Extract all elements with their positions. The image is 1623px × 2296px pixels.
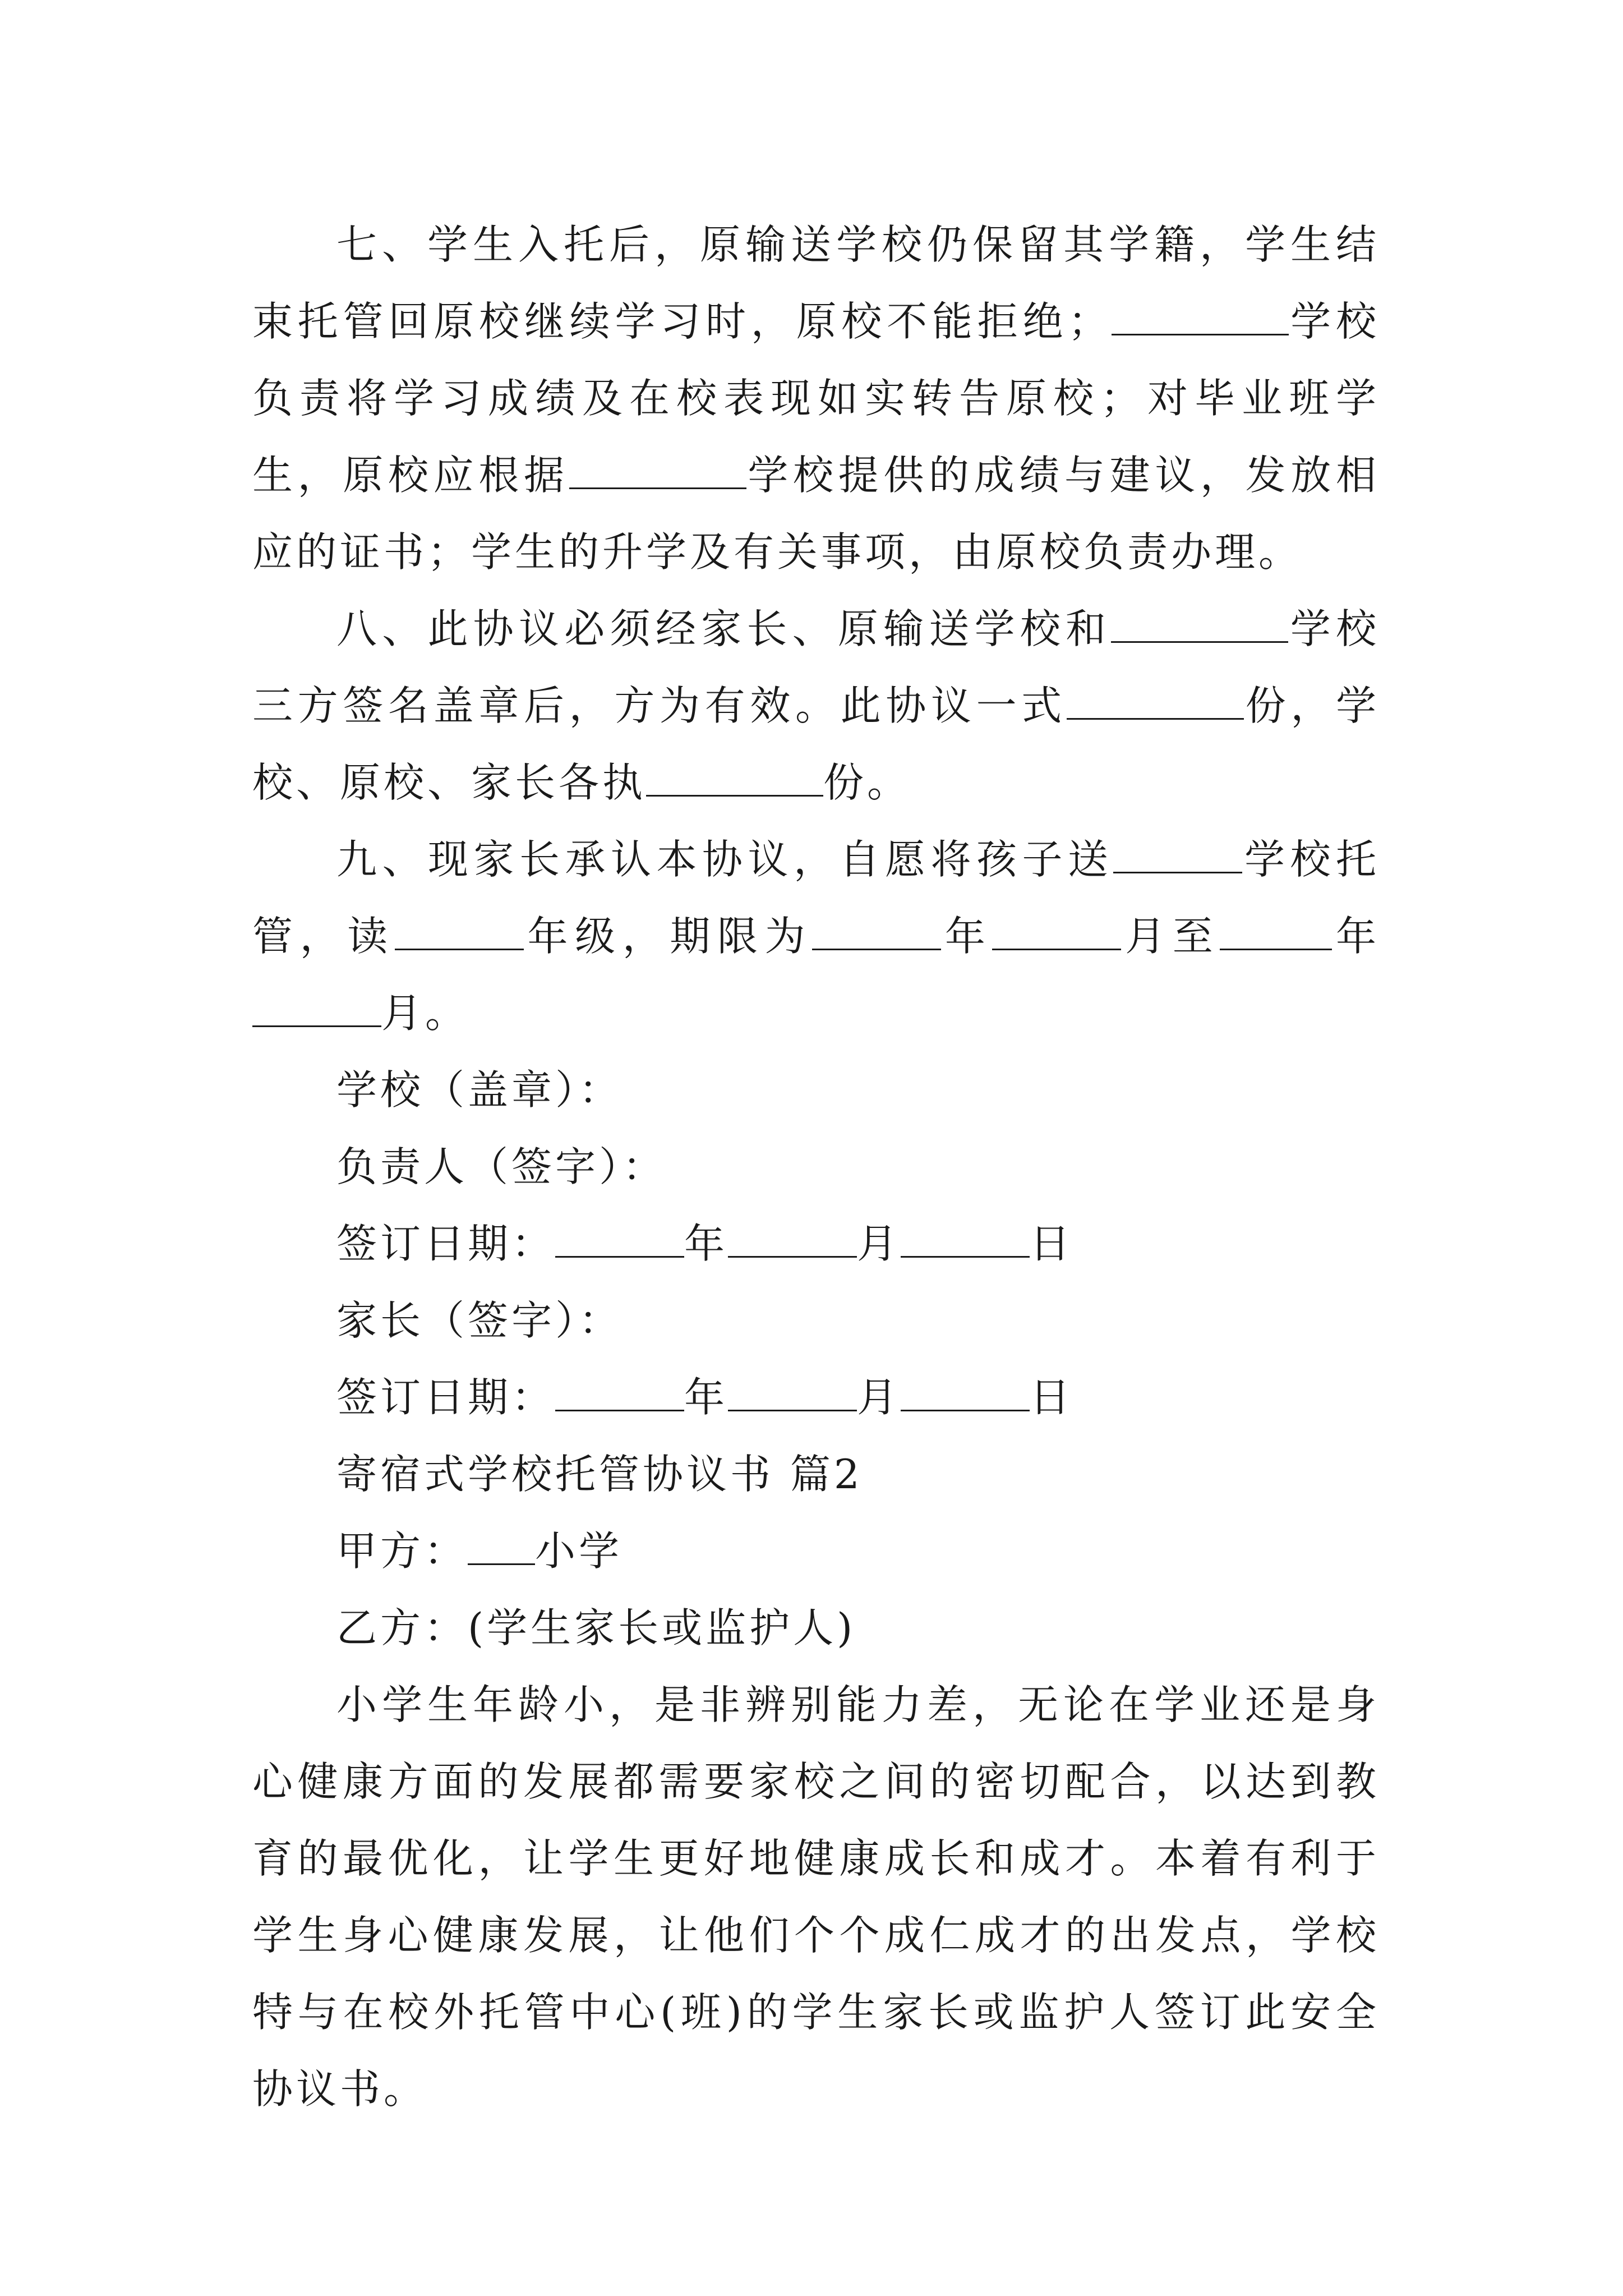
blank-field[interactable] [728,1373,857,1411]
blank-field[interactable] [646,758,823,797]
blank-field[interactable] [1112,297,1289,335]
blank-field[interactable] [555,1373,684,1411]
section-2-title: 寄宿式学校托管协议书 篇2 [336,1451,863,1498]
blank-field[interactable] [992,912,1121,950]
blank-field[interactable] [395,912,524,950]
school-sign-date-line: 签订日期： 年 月 日 [336,1220,1074,1267]
blank-field[interactable] [569,451,746,489]
section-2-intro: 小学生年龄小，是非辨别能力差，无论在学业还是身心健康方面的发展都需要家校之间的密切配合，以达到教育的最优化，让学生更好地健康成长和成才。本着有利于学生身心健康发展，让他们个个成仁成才的出发点，学校特与在校外托管中心(班)的学生家长或监护人签订此安全协议书。 [252,1681,1380,2113]
blank-field[interactable] [252,989,381,1027]
principal-signature-line: 负责人（签字）： [336,1143,667,1190]
parent-sign-date-line: 签订日期： 年 月 日 [336,1374,1074,1421]
party-b-line: 乙方：(学生家长或监护人) [336,1604,856,1651]
school-seal-line: 学校（盖章）： [336,1066,623,1114]
blank-field[interactable] [901,1373,1030,1411]
party-a-line: 甲方： 小学 [336,1527,623,1575]
blank-field[interactable] [1113,835,1242,873]
clause-7: 七、学生入托后，原输送学校仍保留其学籍，学生结束托管回原校继续学习时，原校不能拒绝； 学校负责将学习成绩及在校表现如实转告原校；对毕业班学生，原校应根据 学校提供的成绩与建议，发放相应的证书；学生的升学及有关事项，由原校负责办理。 [252,221,1380,576]
blank-field[interactable] [468,1527,535,1565]
blank-field[interactable] [1111,605,1288,643]
blank-field[interactable] [1220,912,1332,950]
parent-signature-line: 家长（签字）： [336,1297,623,1344]
document-page [252,206,1380,2128]
blank-field[interactable] [812,912,941,950]
blank-field[interactable] [728,1220,857,1258]
clause-9: 九、现家长承认本协议，自愿将孩子送 学校托管，读 年级，期限为 年 月至 年月。 [252,836,1380,1037]
blank-field[interactable] [1067,682,1244,720]
blank-field[interactable] [901,1220,1030,1258]
clause-8: 八、此协议必须经家长、原输送学校和 学校三方签名盖章后，方为有效。此协议一式 份，学校、原校、家长各执 份。 [252,605,1380,806]
blank-field[interactable] [555,1220,684,1258]
